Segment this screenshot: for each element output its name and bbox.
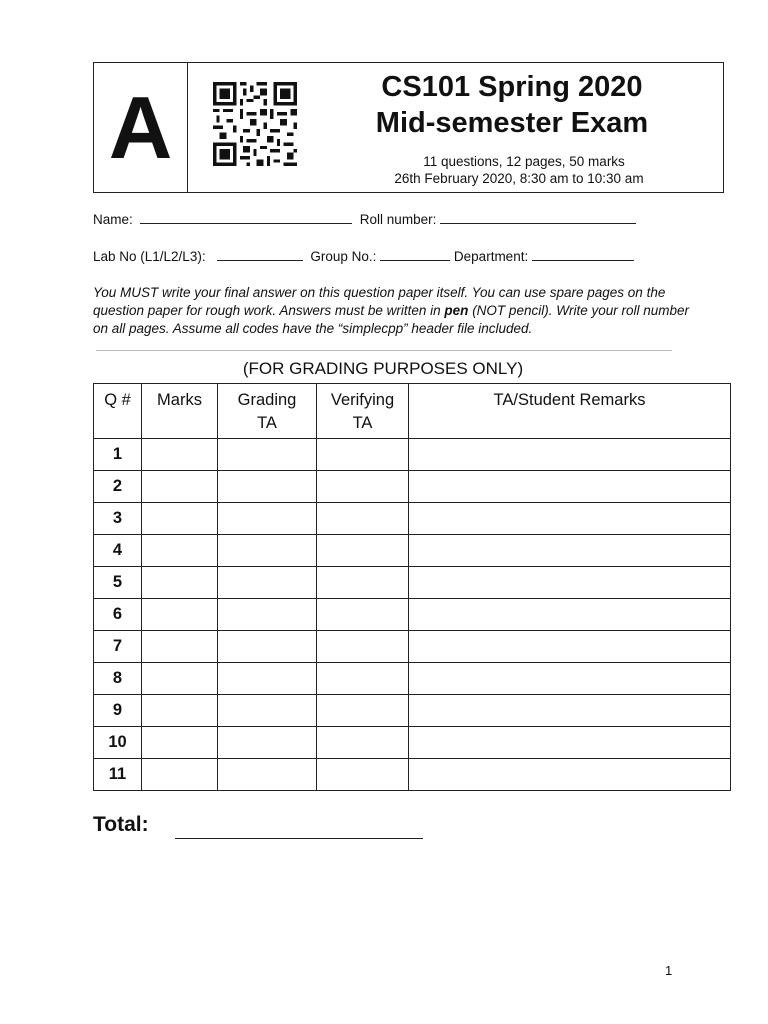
- table-row: [94, 439, 731, 471]
- qr-code-icon: [211, 82, 299, 166]
- grading-ta-cell[interactable]: [218, 471, 317, 503]
- lab-field[interactable]: [217, 249, 303, 261]
- marks-cell[interactable]: [142, 727, 218, 759]
- column-header-line2: TA: [352, 414, 373, 432]
- grading-ta-cell[interactable]: [218, 439, 317, 471]
- question-number: 10: [94, 727, 142, 759]
- column-header-line1: Marks: [157, 391, 202, 409]
- grading-ta-cell[interactable]: [218, 631, 317, 663]
- verifying-ta-cell[interactable]: [317, 439, 409, 471]
- grading-ta-cell[interactable]: [218, 535, 317, 567]
- verifying-ta-cell[interactable]: [317, 471, 409, 503]
- verifying-ta-cell[interactable]: [317, 727, 409, 759]
- grading-ta-cell[interactable]: [218, 567, 317, 599]
- exam-datetime: 26th February 2020, 8:30 am to 10:30 am: [394, 171, 644, 186]
- marks-cell[interactable]: [142, 599, 218, 631]
- grading-ta-cell[interactable]: [218, 663, 317, 695]
- question-number: 4: [94, 535, 142, 567]
- name-label: Name:: [93, 212, 133, 227]
- exam-title-line1: CS101 Spring 2020: [381, 71, 643, 103]
- marks-cell[interactable]: [142, 663, 218, 695]
- question-number: 1: [94, 439, 142, 471]
- instructions-text-2: (NOT pencil). Write your roll number on all pages. Assume all codes have the “simplecpp” header file included.: [93, 303, 689, 336]
- marks-cell[interactable]: [142, 695, 218, 727]
- remarks-cell[interactable]: [409, 503, 731, 535]
- table-row: [94, 759, 731, 791]
- question-number: 8: [94, 663, 142, 695]
- question-number: 7: [94, 631, 142, 663]
- marks-cell[interactable]: [142, 471, 218, 503]
- exam-title: [342, 69, 682, 141]
- table-row: [94, 471, 731, 503]
- instructions-pen-word: pen: [444, 303, 469, 318]
- verifying-ta-cell[interactable]: [317, 599, 409, 631]
- department-label: Department:: [453, 249, 529, 264]
- exam-title-line2: Mid-semester Exam: [375, 107, 649, 139]
- lab-group-dept-row: [93, 249, 634, 264]
- table-row: [94, 535, 731, 567]
- remarks-cell[interactable]: [409, 471, 731, 503]
- total-field[interactable]: [175, 838, 423, 839]
- lab-label: Lab No (L1/L2/L3):: [93, 249, 206, 264]
- verifying-ta-cell[interactable]: [317, 631, 409, 663]
- verifying-ta-cell[interactable]: [317, 663, 409, 695]
- page-number: 1: [665, 963, 673, 978]
- verifying-ta-cell[interactable]: [317, 567, 409, 599]
- instructions-text-1: You MUST write your final answer on this question paper itself. You can use spare pages on the question paper for rough work. Answers must be written in: [93, 285, 666, 318]
- remarks-cell[interactable]: [409, 439, 731, 471]
- grading-ta-cell[interactable]: [218, 599, 317, 631]
- table-row: [94, 567, 731, 599]
- column-header: [142, 384, 218, 439]
- marks-cell[interactable]: [142, 567, 218, 599]
- column-header-line1: Grading: [237, 391, 297, 409]
- table-row: [94, 631, 731, 663]
- column-header-line1: TA/Student Remarks: [493, 391, 646, 409]
- question-number: 6: [94, 599, 142, 631]
- column-header: [409, 384, 731, 439]
- remarks-cell[interactable]: [409, 727, 731, 759]
- exam-summary: 11 questions, 12 pages, 50 marks: [423, 154, 625, 169]
- remarks-cell[interactable]: [409, 663, 731, 695]
- department-field[interactable]: [532, 249, 634, 261]
- grading-ta-cell[interactable]: [218, 759, 317, 791]
- question-number: 9: [94, 695, 142, 727]
- column-header: [317, 384, 409, 439]
- separator-line: [96, 350, 672, 351]
- grading-header-row: [94, 384, 731, 439]
- table-row: [94, 599, 731, 631]
- column-header-line2: TA: [257, 414, 277, 432]
- grading-heading: (FOR GRADING PURPOSES ONLY): [242, 359, 524, 378]
- group-field[interactable]: [380, 249, 450, 261]
- verifying-ta-cell[interactable]: [317, 535, 409, 567]
- table-row: [94, 663, 731, 695]
- exam-header-box: [93, 62, 724, 193]
- verifying-ta-cell[interactable]: [317, 503, 409, 535]
- total-label: Total:: [93, 813, 149, 836]
- table-row: [94, 503, 731, 535]
- marks-cell[interactable]: [142, 631, 218, 663]
- remarks-cell[interactable]: [409, 599, 731, 631]
- table-row: [94, 727, 731, 759]
- grading-ta-cell[interactable]: [218, 727, 317, 759]
- verifying-ta-cell[interactable]: [317, 695, 409, 727]
- question-number: 5: [94, 567, 142, 599]
- version-letter: A: [94, 63, 188, 192]
- question-number: 11: [94, 759, 142, 791]
- instructions: [93, 284, 693, 338]
- grading-table: [93, 383, 731, 791]
- marks-cell[interactable]: [142, 439, 218, 471]
- roll-number-field[interactable]: [440, 212, 636, 224]
- name-roll-row: [93, 212, 636, 227]
- column-header: [218, 384, 317, 439]
- grading-body: [94, 439, 731, 791]
- column-header-line1: Q #: [104, 391, 131, 409]
- verifying-ta-cell[interactable]: [317, 759, 409, 791]
- remarks-cell[interactable]: [409, 567, 731, 599]
- remarks-cell[interactable]: [409, 759, 731, 791]
- remarks-cell[interactable]: [409, 631, 731, 663]
- roll-number-label: Roll number:: [359, 212, 437, 227]
- question-number: 3: [94, 503, 142, 535]
- name-field[interactable]: [140, 212, 352, 224]
- group-label: Group No.:: [310, 249, 377, 264]
- marks-cell[interactable]: [142, 535, 218, 567]
- question-number: 2: [94, 471, 142, 503]
- grading-ta-cell[interactable]: [218, 695, 317, 727]
- remarks-cell[interactable]: [409, 695, 731, 727]
- grading-ta-cell[interactable]: [218, 503, 317, 535]
- marks-cell[interactable]: [142, 759, 218, 791]
- marks-cell[interactable]: [142, 503, 218, 535]
- remarks-cell[interactable]: [409, 535, 731, 567]
- column-header-line1: Verifying: [330, 391, 395, 409]
- column-header: [94, 384, 142, 439]
- table-row: [94, 695, 731, 727]
